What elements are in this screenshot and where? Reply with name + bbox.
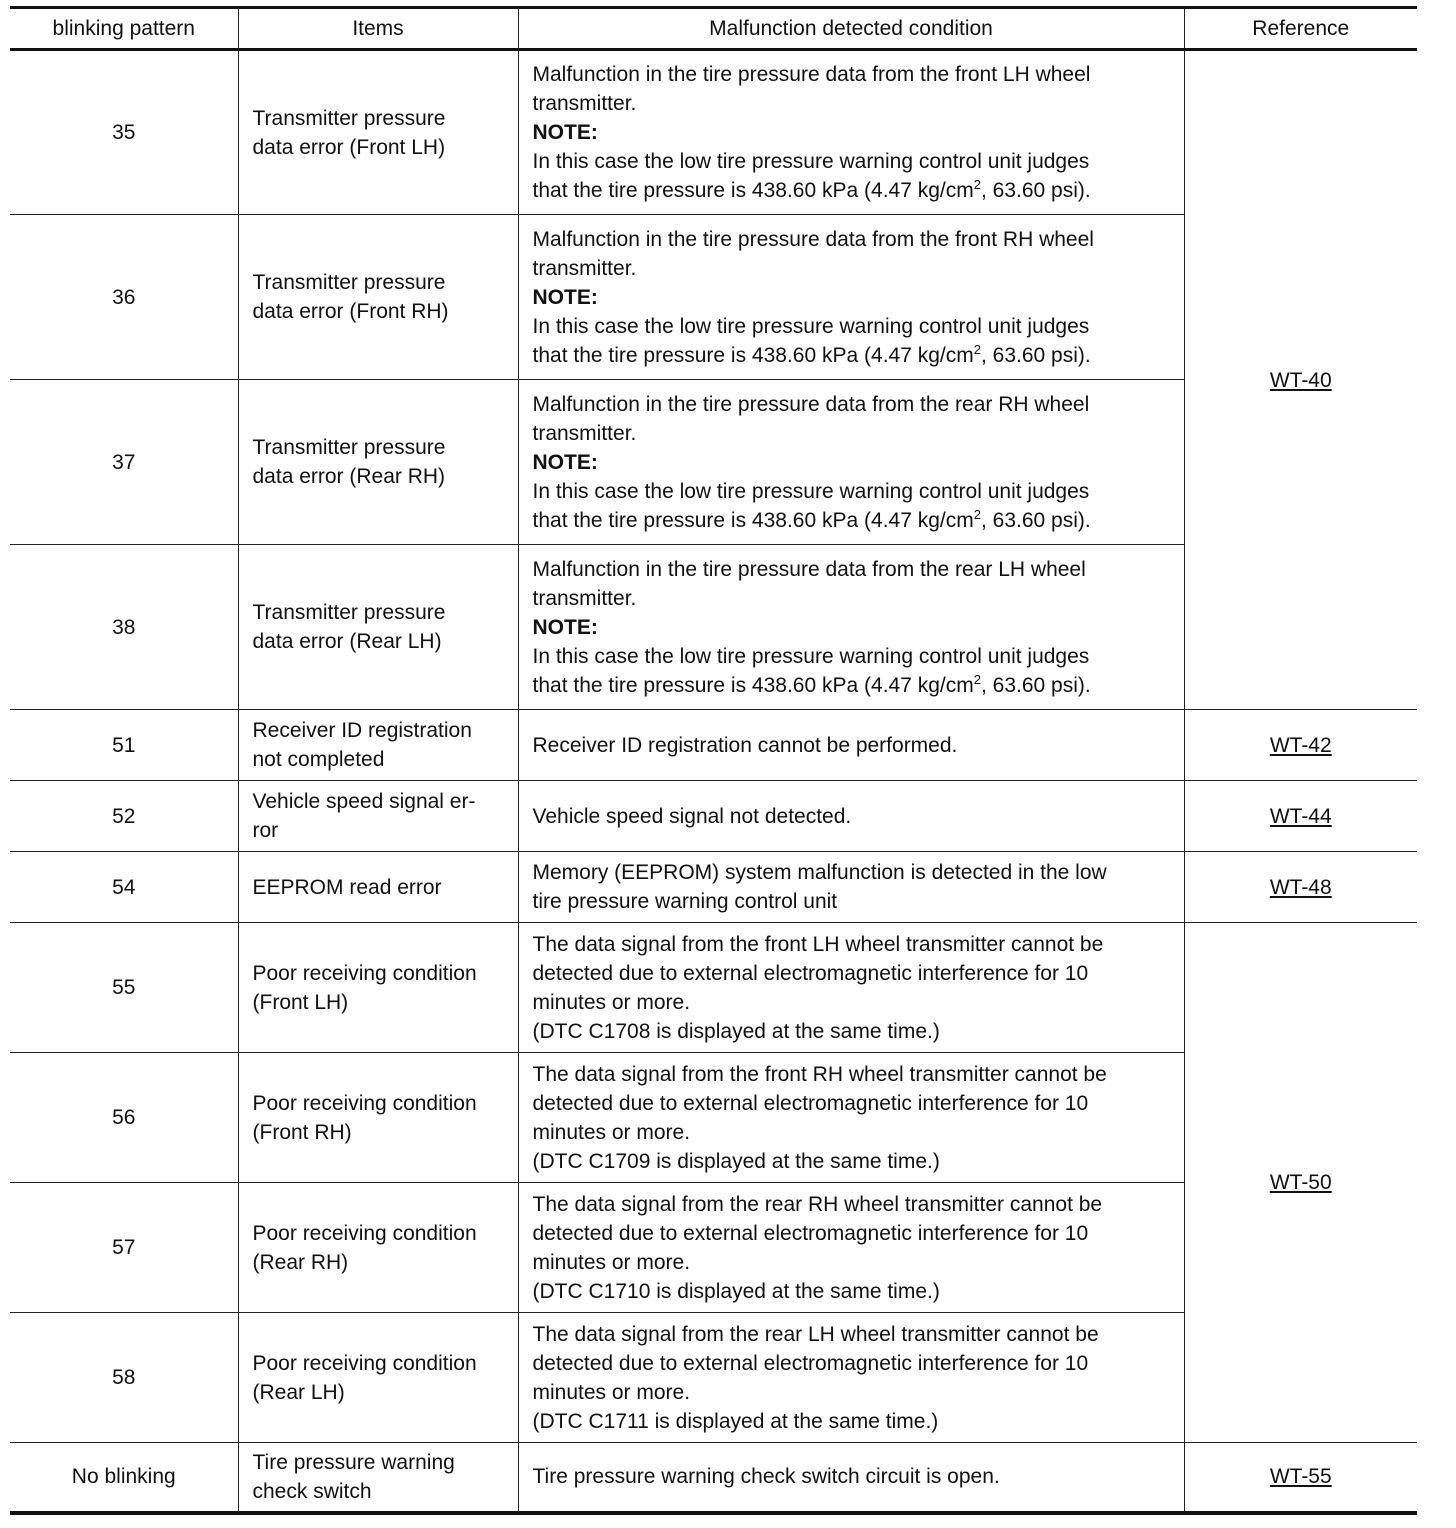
condition-cell (518, 923, 1184, 1053)
item-cell (238, 710, 518, 781)
condition-line: In this case the low tire pressure warning control unit judges (532, 150, 1090, 173)
item-line: Transmitter pressure (252, 106, 446, 130)
reference-link[interactable]: WT-42 (1269, 733, 1332, 757)
reference-link[interactable]: WT-40 (1269, 368, 1332, 392)
condition-cell (518, 1183, 1184, 1313)
condition-line: minutes or more. (532, 1250, 691, 1274)
pattern-cell: 58 (10, 1313, 238, 1443)
item-line: Transmitter pressure (252, 271, 446, 294)
condition-line: In this case the low tire pressure warning control unit judges (532, 314, 1090, 338)
header-items: Items (238, 8, 518, 50)
item-line: ror (252, 819, 279, 842)
condition-line: In this case the low tire pressure warning control unit judges (532, 644, 1090, 668)
condition-line: Vehicle speed signal not detected. (532, 804, 852, 828)
item-cell (238, 215, 518, 380)
item-line: data error (Front RH) (252, 300, 449, 323)
condition-line: Malfunction in the tire pressure data from the rear RH wheel (532, 392, 1090, 416)
condition-line: , 63.60 psi). (980, 343, 1091, 367)
header-blinking-pattern: blinking pattern (10, 8, 238, 50)
pattern-cell: 57 (10, 1183, 238, 1313)
note-label: NOTE: (532, 615, 598, 639)
condition-cell (518, 710, 1184, 781)
condition-line: (DTC C1709 is displayed at the same time.) (532, 1149, 940, 1173)
condition-line: , 63.60 psi). (980, 508, 1091, 532)
item-line: Poor receiving condition (252, 1351, 477, 1375)
condition-cell (518, 215, 1184, 380)
item-cell (238, 50, 518, 215)
condition-line: minutes or more. (532, 1380, 691, 1404)
condition-line: that the tire pressure is 438.60 kPa (4.47 kg/cm (532, 673, 974, 697)
condition-line: minutes or more. (532, 1120, 691, 1144)
condition-line: (DTC C1711 is displayed at the same time.) (532, 1409, 939, 1433)
condition-line: minutes or more. (532, 990, 691, 1014)
item-line: (Front RH) (252, 1120, 352, 1144)
item-cell (238, 1313, 518, 1443)
condition-line: transmitter. (532, 256, 637, 280)
condition-line: transmitter. (532, 421, 637, 445)
condition-line: Malfunction in the tire pressure data from the front RH wheel (532, 227, 1094, 251)
item-cell (238, 380, 518, 545)
pattern-cell: 51 (10, 710, 238, 781)
condition-cell (518, 545, 1184, 710)
condition-line: Tire pressure warning check switch circuit is open. (532, 1465, 1000, 1489)
condition-line: The data signal from the front LH wheel transmitter cannot be (532, 932, 1104, 956)
condition-cell (518, 50, 1184, 215)
reference-cell (1184, 1443, 1417, 1513)
item-cell (238, 852, 518, 923)
condition-cell (518, 781, 1184, 852)
reference-link[interactable]: WT-55 (1269, 1465, 1332, 1489)
condition-line: tire pressure warning control unit (532, 890, 838, 913)
condition-line: transmitter. (532, 92, 637, 115)
condition-cell (518, 1053, 1184, 1183)
condition-line: The data signal from the rear RH wheel transmitter cannot be (532, 1192, 1103, 1216)
item-cell (238, 545, 518, 710)
condition-line: that the tire pressure is 438.60 kPa (4.47 kg/cm (532, 343, 974, 367)
header-row (10, 8, 1417, 50)
header-condition: Malfunction detected condition (518, 8, 1184, 50)
item-line: Vehicle speed signal er- (252, 790, 476, 813)
condition-cell (518, 852, 1184, 923)
item-cell (238, 923, 518, 1053)
condition-line: detected due to external electromagnetic interference for 10 (532, 961, 1089, 985)
condition-line: detected due to external electromagnetic interference for 10 (532, 1351, 1089, 1375)
item-line: data error (Rear LH) (252, 630, 442, 653)
item-line: Poor receiving condition (252, 961, 477, 985)
blinking-pattern-table (10, 6, 1417, 1515)
item-line: (Front LH) (252, 990, 349, 1014)
pattern-cell: 52 (10, 781, 238, 852)
condition-line: Receiver ID registration cannot be performed. (532, 733, 958, 757)
note-label: NOTE: (532, 121, 598, 144)
table-row (10, 1443, 1417, 1513)
item-line: check switch (252, 1479, 372, 1503)
superscript: 2 (973, 506, 981, 522)
item-line: Poor receiving condition (252, 1221, 477, 1245)
note-label: NOTE: (532, 450, 598, 474)
table-row (10, 50, 1417, 215)
pattern-cell: 35 (10, 50, 238, 215)
condition-line: transmitter. (532, 586, 637, 610)
condition-line: , 63.60 psi). (980, 673, 1091, 697)
superscript: 2 (973, 671, 981, 687)
item-line: (Rear RH) (252, 1250, 349, 1274)
pattern-cell: No blinking (10, 1443, 238, 1513)
item-cell (238, 781, 518, 852)
item-line: not completed (252, 748, 385, 771)
item-line: EEPROM read error (252, 875, 442, 899)
condition-line: (DTC C1710 is displayed at the same time.) (532, 1279, 940, 1303)
reference-cell (1184, 923, 1417, 1443)
table-row (10, 923, 1417, 1053)
condition-line: The data signal from the front RH wheel transmitter cannot be (532, 1062, 1107, 1086)
pattern-cell: 54 (10, 852, 238, 923)
note-label: NOTE: (532, 285, 598, 309)
item-line: (Rear LH) (252, 1380, 345, 1404)
reference-link[interactable]: WT-50 (1269, 1171, 1332, 1194)
item-line: Transmitter pressure (252, 601, 446, 624)
item-cell (238, 1443, 518, 1513)
reference-cell (1184, 710, 1417, 781)
table-row (10, 852, 1417, 923)
reference-link[interactable]: WT-44 (1269, 804, 1332, 828)
condition-cell (518, 380, 1184, 545)
condition-line: Memory (EEPROM) system malfunction is detected in the low (532, 861, 1107, 884)
item-line: Tire pressure warning (252, 1450, 455, 1474)
reference-cell (1184, 781, 1417, 852)
condition-line: detected due to external electromagnetic interference for 10 (532, 1221, 1089, 1245)
condition-line: that the tire pressure is 438.60 kPa (4.47 kg/cm (532, 179, 974, 202)
pattern-cell: 56 (10, 1053, 238, 1183)
superscript: 2 (973, 177, 981, 192)
superscript: 2 (973, 341, 981, 357)
reference-link[interactable]: WT-48 (1269, 875, 1332, 899)
header-reference: Reference (1184, 8, 1417, 50)
table-row (10, 781, 1417, 852)
reference-cell (1184, 50, 1417, 710)
condition-line: detected due to external electromagnetic interference for 10 (532, 1091, 1089, 1115)
condition-line: The data signal from the rear LH wheel transmitter cannot be (532, 1322, 1099, 1346)
item-cell (238, 1183, 518, 1313)
condition-cell (518, 1313, 1184, 1443)
condition-line: Malfunction in the tire pressure data from the front LH wheel (532, 63, 1091, 86)
pattern-cell: 36 (10, 215, 238, 380)
item-line: Receiver ID registration (252, 719, 472, 742)
pattern-cell: 55 (10, 923, 238, 1053)
condition-line: that the tire pressure is 438.60 kPa (4.47 kg/cm (532, 508, 974, 532)
item-line: Transmitter pressure (252, 436, 446, 459)
condition-line: In this case the low tire pressure warning control unit judges (532, 479, 1090, 503)
condition-line: Malfunction in the tire pressure data from the rear LH wheel (532, 557, 1086, 581)
pattern-cell: 38 (10, 545, 238, 710)
reference-cell (1184, 852, 1417, 923)
pattern-cell: 37 (10, 380, 238, 545)
item-line: data error (Rear RH) (252, 465, 446, 488)
item-line: Poor receiving condition (252, 1091, 477, 1115)
table-row (10, 710, 1417, 781)
condition-line: , 63.60 psi). (980, 179, 1091, 202)
condition-line: (DTC C1708 is displayed at the same time.) (532, 1019, 940, 1043)
condition-cell (518, 1443, 1184, 1513)
item-line: data error (Front LH) (252, 135, 446, 159)
item-cell (238, 1053, 518, 1183)
